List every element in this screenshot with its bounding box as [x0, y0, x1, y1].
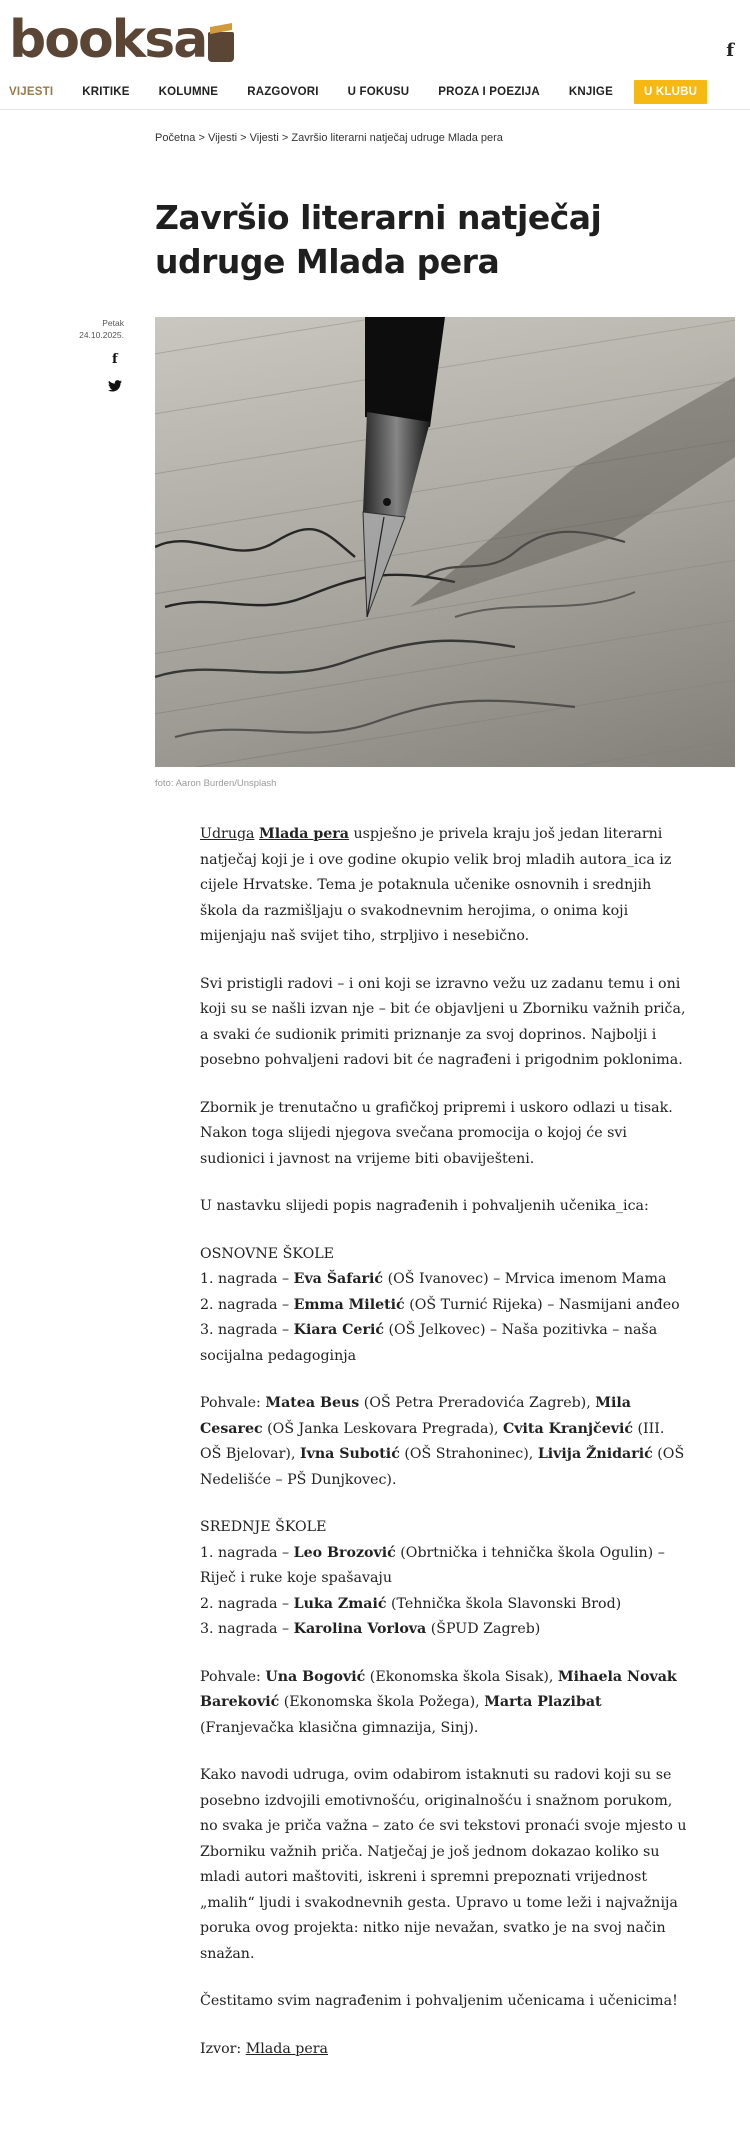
breadcrumb-vijesti-2[interactable]: Vijesti — [249, 132, 279, 144]
logo-book-icon — [208, 32, 234, 62]
site-logo[interactable] — [9, 10, 234, 70]
article-date — [79, 317, 124, 341]
breadcrumb-current: Završio literarni natječaj udruge Mlada pera — [291, 132, 503, 144]
primary-heading: OSNOVNE ŠKOLE — [200, 1245, 335, 1262]
nav-item-knjige[interactable]: KNJIGE — [568, 86, 613, 98]
main-nav — [0, 78, 707, 106]
source-link[interactable]: Mlada pera — [245, 2040, 329, 2057]
breadcrumb-vijesti[interactable]: Vijesti — [207, 132, 238, 144]
award-details: (OŠ Ivanovec) – Mrvica imenom Mama — [383, 1271, 667, 1287]
breadcrumb-home[interactable]: Početna — [155, 132, 196, 144]
praise-name: Matea Beus — [265, 1395, 360, 1411]
article-day: Petak — [102, 318, 124, 328]
fountain-pen-illustration — [155, 317, 735, 767]
nav-item-kolumne[interactable]: KOLUMNE — [158, 86, 219, 98]
primary-schools-section — [200, 1242, 690, 1370]
breadcrumb-separator: > — [240, 132, 247, 144]
praise-school: (Ekonomska škola Sisak), — [365, 1668, 558, 1685]
article-paragraph: Kako navodi udruga, ovim odabirom istaknuti su radovi koji su se posebno izdvojili emotivnošću, originalnošću i snažnom porukom, no svaka je priča važna – zato će svi tekstovi pronaći svoje mjesto u Zborniku važnih priča. Natječaj je još jednom dokazao koliko su mladi autori maštoviti, iskreni i spremni prepoznati vrijednost „malih“ ljudi i svakodnevnih gesta. Upravo u tome leži i najvažnija poruka ovog projekta: nitko nije nevažan, svatko je na svoj način snažan. — [200, 1767, 687, 1962]
article-hero-image — [155, 317, 735, 767]
nav-item-proza-i-poezija[interactable]: PROZA I POEZIJA — [438, 86, 540, 98]
nav-item-razgovori[interactable]: RAZGOVORI — [247, 86, 319, 98]
mlada-pera-link[interactable]: Mlada pera — [259, 826, 349, 842]
article-paragraph: Svi pristigli radovi – i oni koji se izravno vežu uz zadanu temu i oni koji su se našli izvan nje – bit će objavljeni u Zborniku važnih priča, a svaki će sudionik primiti priznanje za svoj doprinos. Najbolji i posebno pohvaljeni radovi bit će nagrađeni i prigodnim poklonima. — [200, 975, 686, 1068]
udruga-link[interactable]: Udruga — [200, 826, 255, 842]
praise-name: Livija Žnidarić — [537, 1446, 653, 1462]
secondary-schools-section — [200, 1515, 690, 1643]
article-body — [200, 822, 690, 2084]
facebook-share-icon[interactable]: f — [112, 352, 118, 367]
praise-school: (III. OŠ Bjelovar), — [200, 1420, 665, 1462]
award-prefix: 3. nagrada – — [200, 1621, 294, 1637]
award-winner: Eva Šafarić — [293, 1271, 384, 1287]
breadcrumb-separator: > — [198, 132, 205, 144]
praise-name: Mila Cesarec — [200, 1395, 631, 1437]
primary-praise — [200, 1391, 690, 1493]
secondary-heading: SREDNJE ŠKOLE — [200, 1519, 327, 1535]
nav-item-vijesti[interactable]: VIJESTI — [9, 86, 54, 98]
paragraph-text: uspješno je privela kraju još jedan literarni natječaj koji je i ove godine okupio velik broj mladih autora_ica iz cijele Hrvatske. Tema je potaknula učenike osnovnih i srednjih škola da razmišljaju o svakodnevnim herojima, o onima koji mijenjaju naš svijet tiho, strpljivo i nesebično. — [200, 826, 672, 944]
award-details: (Tehnička škola Slavonski Brod) — [386, 1595, 622, 1612]
secondary-praise — [200, 1665, 690, 1742]
award-winner: Leo Brozović — [293, 1544, 396, 1561]
award-winner: Karolina Vorlova — [293, 1621, 427, 1637]
praise-label: Pohvale: — [200, 1668, 266, 1685]
praise-name: Ivna Subotić — [299, 1446, 400, 1462]
praise-school: (OŠ Nedelišće – PŠ Dunjkovec). — [200, 1446, 685, 1488]
award-winner: Kiara Cerić — [293, 1322, 384, 1338]
u-klubu-button[interactable]: U KLUBU — [634, 80, 707, 104]
award-details: (ŠPUD Zagreb) — [426, 1621, 541, 1637]
article-paragraph: U nastavku slijedi popis nagrađenih i pohvaljenih učenika_ica: — [200, 1198, 649, 1214]
article-paragraph: Zbornik je trenutačno u grafičkoj pripremi i uskoro odlazi u tisak. Nakon toga slijedi njegova svečana promocija o kojoj će svi sudionici i javnost na vrijeme biti obaviješteni. — [200, 1099, 673, 1167]
award-details: (OŠ Jelkovec) – Naša pozitivka – naša socijalna pedagoginja — [200, 1322, 658, 1364]
praise-school: (Ekonomska škola Požega), — [279, 1694, 485, 1710]
award-details: (Obrtnička i tehnička škola Ogulin) – Riječ i ruke koje spašavaju — [200, 1544, 665, 1586]
praise-school: (Franjevačka klasična gimnazija, Sinj). — [200, 1719, 479, 1736]
award-winner: Luka Zmaić — [293, 1595, 387, 1612]
image-caption: foto: Aaron Burden/Unsplash — [155, 778, 277, 789]
award-prefix: 3. nagrada – — [200, 1322, 294, 1338]
praise-name: Una Bogović — [265, 1668, 366, 1685]
praise-school: (OŠ Strahoninec), — [399, 1446, 538, 1462]
award-prefix: 1. nagrada – — [200, 1271, 294, 1287]
award-prefix: 2. nagrada – — [200, 1595, 294, 1612]
article-title: Završio literarni natječaj udruge Mlada pera — [155, 198, 602, 281]
award-winner: Emma Miletić — [293, 1296, 405, 1313]
praise-name: Marta Plazibat — [484, 1694, 602, 1710]
article-paragraph — [200, 822, 690, 950]
breadcrumb — [155, 132, 503, 144]
award-details: (OŠ Turnić Rijeka) – Nasmijani anđeo — [404, 1296, 680, 1313]
nav-item-kritike[interactable]: KRITIKE — [82, 86, 130, 98]
award-prefix: 2. nagrada – — [200, 1296, 294, 1313]
article-date-value: 24.10.2025. — [79, 330, 124, 340]
facebook-icon[interactable]: f — [726, 40, 734, 61]
site-header — [0, 0, 750, 110]
nav-item-u-fokusu[interactable]: U FOKUSU — [347, 86, 410, 98]
article-paragraph: Čestitamo svim nagrađenim i pohvaljenim učenicama i učenicima! — [200, 1993, 678, 2009]
praise-name: Cvita Kranjčević — [503, 1420, 633, 1437]
logo-wordmark: booksa — [9, 10, 207, 70]
praise-name: Mihaela Novak Bareković — [200, 1668, 677, 1710]
praise-label: Pohvale: — [200, 1395, 266, 1411]
source-line — [200, 2037, 690, 2063]
twitter-share-icon[interactable] — [108, 380, 122, 392]
breadcrumb-separator: > — [281, 132, 289, 144]
praise-school: (OŠ Petra Preradovića Zagreb), — [359, 1395, 596, 1411]
source-label: Izvor: — [200, 2040, 246, 2057]
award-prefix: 1. nagrada – — [200, 1544, 294, 1561]
praise-school: (OŠ Janka Leskovara Pregrada), — [262, 1420, 503, 1437]
